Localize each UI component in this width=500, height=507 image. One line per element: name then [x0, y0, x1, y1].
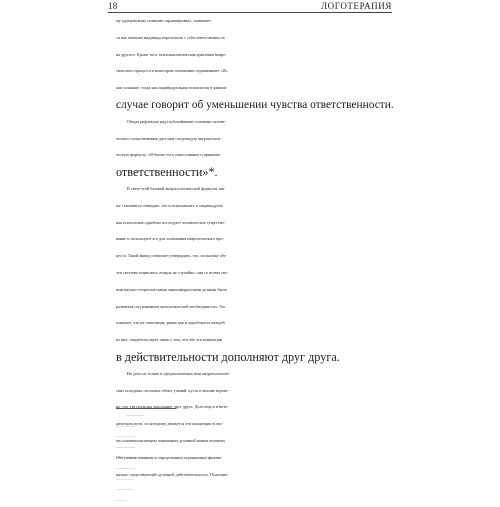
footnote-line [116, 412, 393, 423]
text-line: тического процесса в некотором отношении ограничивает «Я» [116, 68, 228, 74]
footnote-line [116, 476, 393, 487]
text-line: эти системы появились отнюдь не случайно, они со всеми сво- [116, 269, 229, 275]
text-line: В свете этой базовой антропологической формулы так- [127, 185, 226, 191]
text-line: ских исходных посылках обоих учений, пусть и вполне вероят- [116, 387, 230, 393]
footnote-line [116, 497, 393, 507]
text-line: в действительности дополняют друг друга. [116, 349, 340, 364]
text-line: развиться под влиянием онтологической необходимости. Это [116, 303, 226, 309]
text-line: ся как попытка индивида переложить с себя ответственность [116, 34, 226, 40]
running-title: ЛОГОТЕРАПИЯ [320, 1, 392, 11]
text-line: нально существующей духовной действительности. Психоана- [116, 471, 229, 477]
text-line: ими научно-теоретическими закономерностями должны были [116, 286, 227, 292]
text-line: означает, что их оппозиция, равно как и однобокость каждой [116, 320, 225, 326]
footnote-line [116, 486, 393, 497]
footnote-line [116, 433, 393, 444]
text-line: из них, свидетельствует лишь о том, что обе эти концепции [116, 337, 223, 343]
text-line: дическом пути, по которому движутся эти концепции в сво- [116, 421, 223, 427]
footnote [116, 412, 393, 507]
text-line: ем основополагающем понимании духовной жизни человека. [116, 437, 226, 443]
text-line: Общая рефлексия над глубочайшими основами челове- [127, 118, 226, 124]
text-line: вание и используют его для толкования невротического про- [116, 236, 225, 242]
text-line: Но дело не только в предполагаемых ими антропологиче- [127, 370, 230, 376]
text-line: же становится очевидно, что и психоанализ, и индивидуаль- [116, 202, 224, 208]
text-line: как сознание, тогда как индивидуальная психология в данном [116, 85, 227, 91]
page-header [108, 1, 392, 11]
footnote-line [116, 423, 393, 434]
text-line: ческого существования дает нам следующую антропологи- [116, 135, 222, 141]
text-line: ческую формулу: «Я-бытие есть самосознание и принятие [116, 152, 221, 158]
page-number: 18 [108, 1, 118, 11]
text-line: цесса. Такой вывод позволяет утверждать, что, поскольку обе [116, 253, 226, 259]
text-line: случае говорит об уменьшении чувства ответственности. [116, 98, 394, 111]
text-line: му адлеровскому понятию «аранжировка», понимает- [116, 18, 212, 23]
text-line: ная психология однобоко исследуют человеческое существо- [116, 219, 226, 225]
text-line: но, что эти посылки дополняют друг друга. Дело еще и в мето- [116, 404, 229, 410]
footnote-line [116, 444, 393, 455]
footnote-line [116, 465, 393, 476]
text-line: ответственности»*. [116, 165, 218, 180]
text-line: Оба учения повинны в определенном ограничении феноме- [116, 454, 223, 460]
footnote-rule [116, 408, 176, 409]
footnote-line [116, 454, 393, 465]
text-line: на другого. Кроме того, психоаналитическая трактовка невро- [116, 51, 227, 57]
